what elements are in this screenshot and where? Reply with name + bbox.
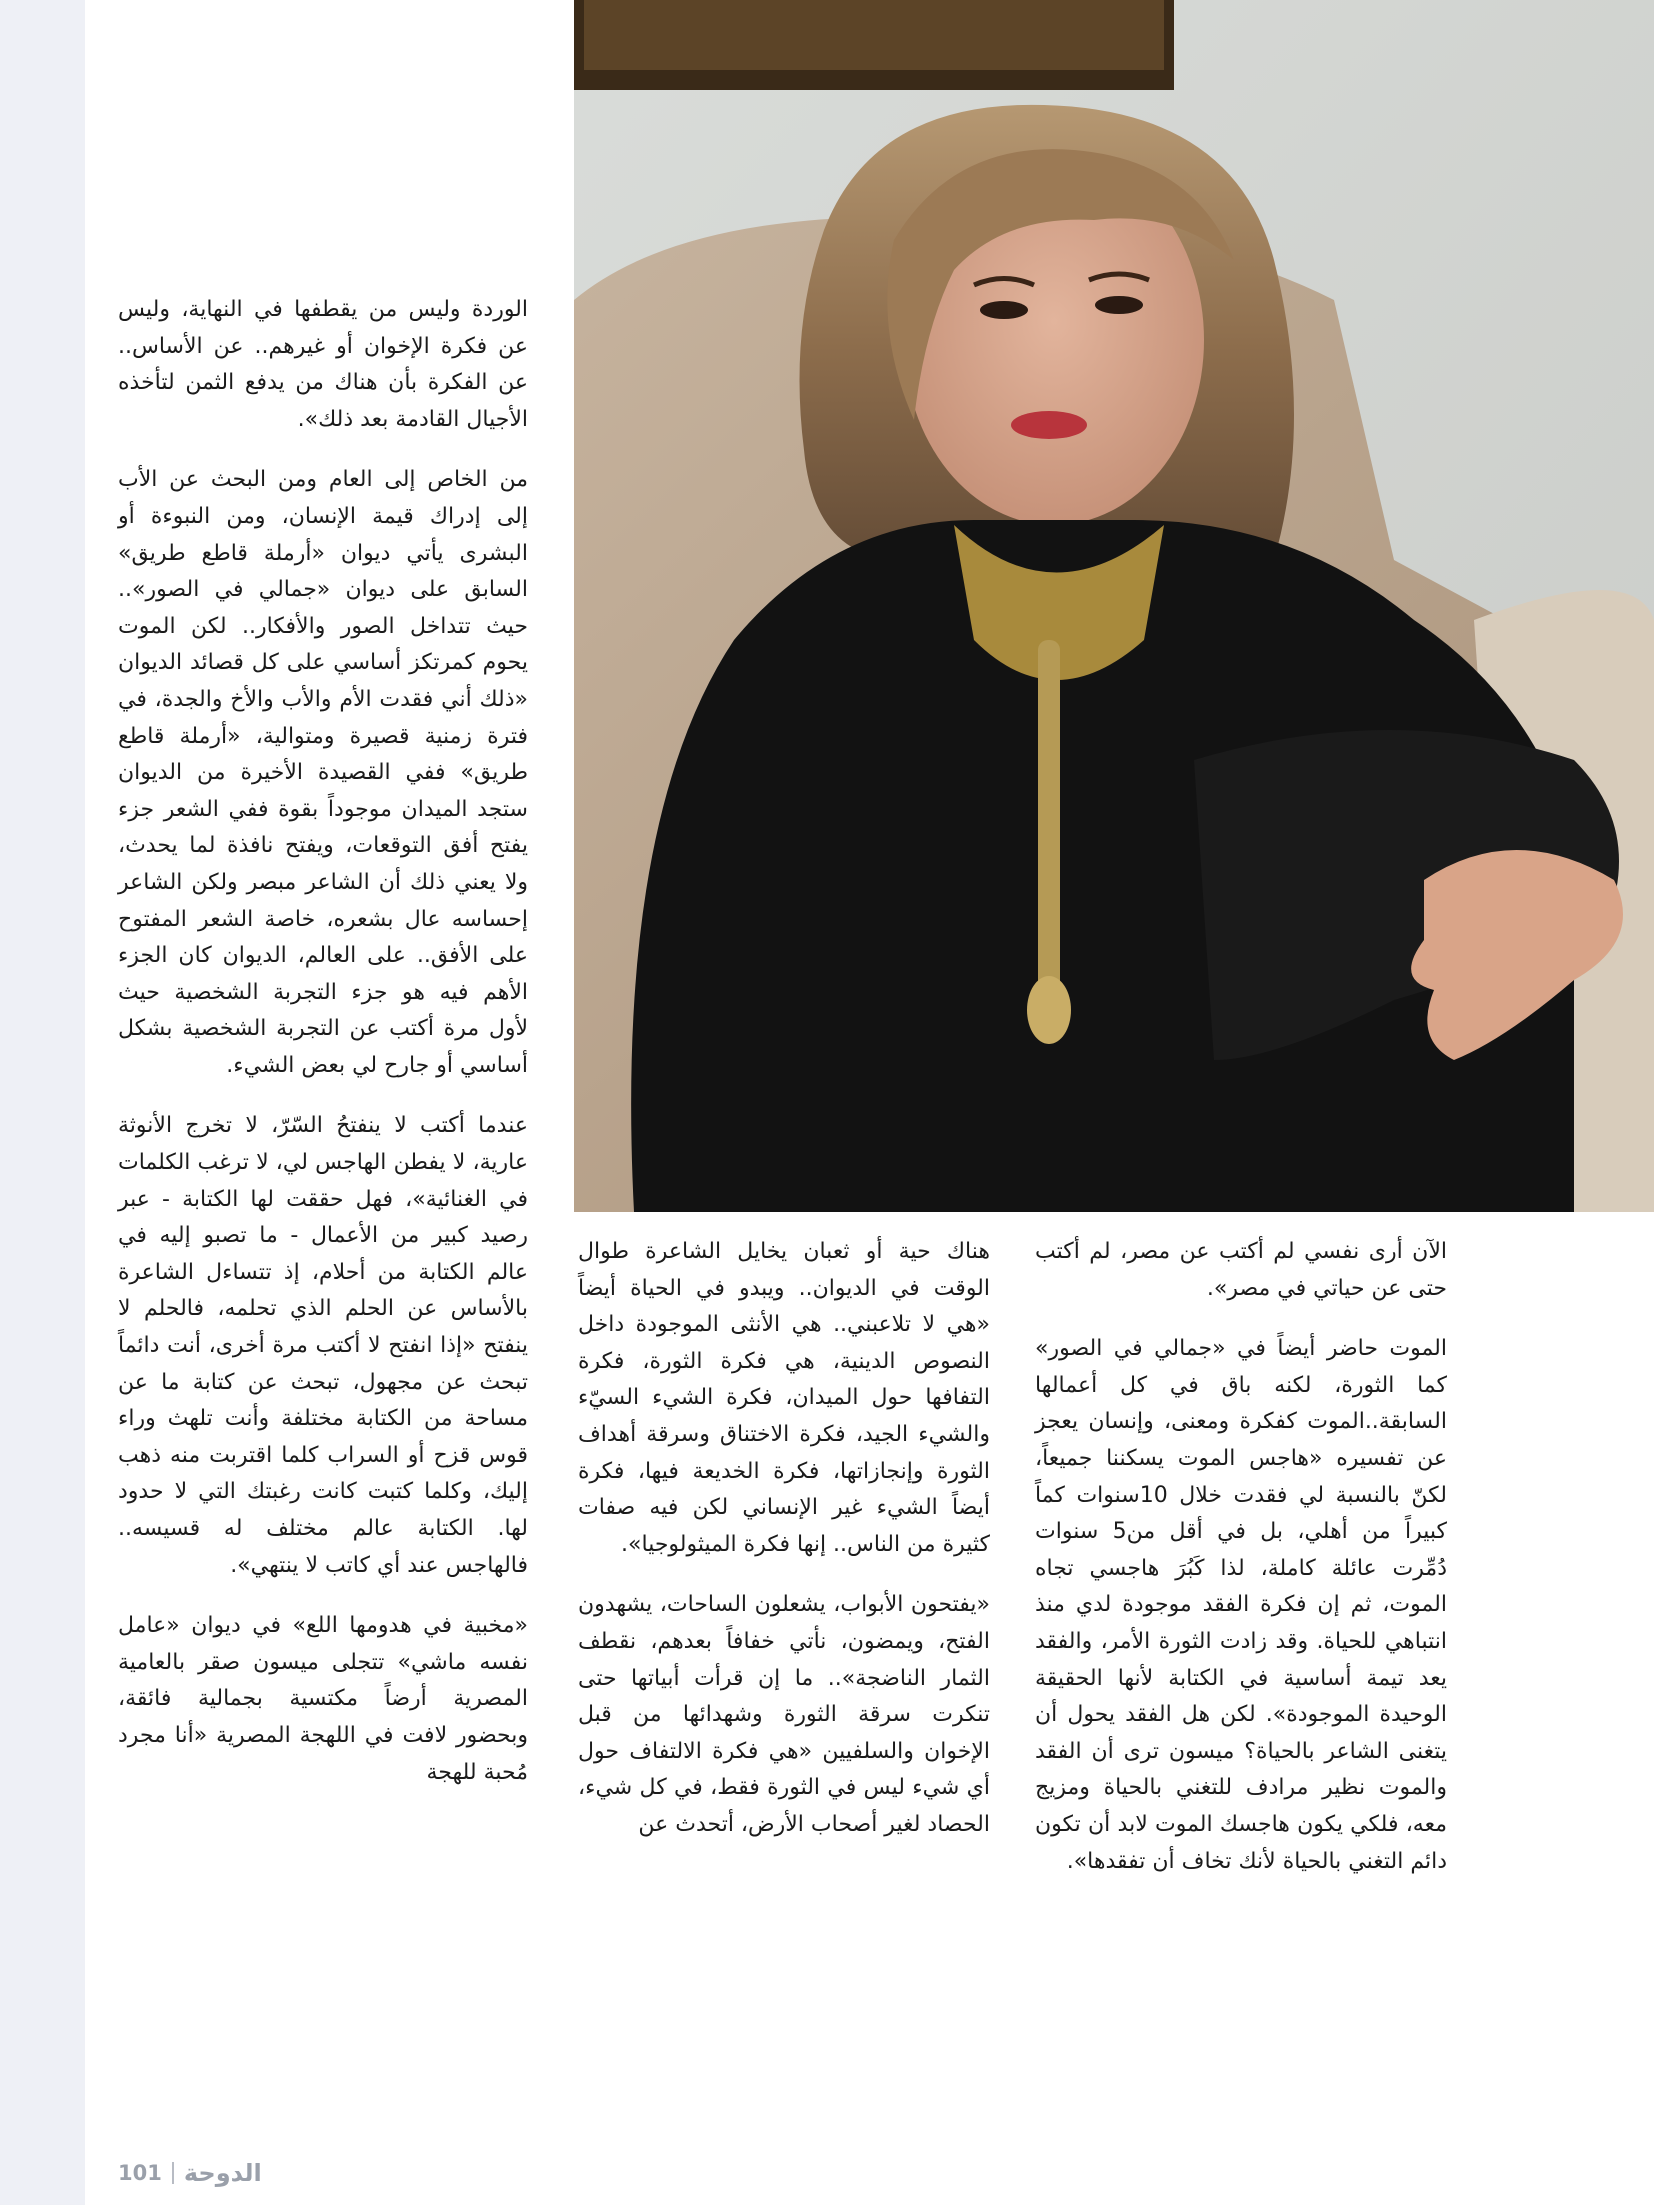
magazine-name: الدوحة xyxy=(183,2159,262,2187)
text-column-left xyxy=(118,292,528,1815)
footer-divider xyxy=(172,2162,174,2184)
page-edge-tint xyxy=(0,0,85,2205)
paragraph: عندما أكتب لا ينفتحُ السّرّ، لا تخرج الأنوثة عارية، لا يفطن الهاجس لي، لا ترغب الكلمات في الغنائية»، فهل حققت لها الكتابة - عبر رصيد كبير من الأعمال - ما تصبو إليه في عالم الكتابة من أحلام، إذ تتساءل الشاعرة بالأساس عن الحلم الذي تحلمه، فالحلم لا ينفتح «إذا انفتح لا أكتب مرة أخرى، أنت دائماً تبحث عن مجهول، تبحث عن كتابة ما عن مساحة من الكتابة مختلفة وأنت تلهث وراء قوس قزح أو السراب كلما اقتربت منه ذهب إليك، وكلما كتبت كانت رغبتك التي لا حدود لها. الكتابة عالم مختلف له قسيسه.. فالهاجس عند أي كاتب لا ينتهي». xyxy=(118,1113,528,1578)
portrait-illustration xyxy=(574,0,1654,1212)
text-column-middle xyxy=(578,1234,990,1868)
paragraph: الآن أرى نفسي لم أكتب عن مصر، لم أكتب حتى عن حياتي في مصر». xyxy=(1035,1239,1447,1301)
paragraph: «يفتحون الأبواب، يشعلون الساحات، يشهدون الفتح، ويمضون، نأتي خفافاً بعدهم، نقطف الثمار الناضجة».. ما إن قرأت أبياتها حتى تنكرت سرقة الثورة وشهدائها من قبل الإخوان والسلفيين «هي فكرة الالتفاف حول أي شيء ليس في الثورة فقط، في كل شيء، الحصاد لغير أصحاب الأرض، أتحدث عن xyxy=(578,1592,990,1837)
page-number: 101 xyxy=(118,2161,162,2185)
necklace xyxy=(1038,640,1060,1000)
paragraph: الموت حاضر أيضاً في «جمالي في الصور» كما الثورة، لكنه باق في كل أعمالها السابقة..الموت كفكرة ومعنى، وإنسان يعجز عن تفسيره «هاجس الموت يسكننا جميعاً، لكنّ بالنسبة لي فقدت خلال 10سنوات كماً كبيراً من أهلي، بل في أقل من5 سنوات دُمِّرت عائلة كاملة، لذا كَبُرَ هاجسي تجاه الموت، ثم إن فكرة الفقد موجودة لدي منذ انتباهي للحياة. وقد زادت الثورة الأمر، والفقد يعد تيمة أساسية في الكتابة لأنها الحقيقة الوحيدة الموجودة». لكن هل الفقد يحول أن يتغنى الشاعر بالحياة؟ ميسون ترى أن الفقد والموت نظير مرادف للتغني بالحياة ومزيج معه، فلكي يكون هاجسك الموت لابد أن تكون دائم التغني بالحياة لأنك تخاف أن تفقدها». xyxy=(1035,1336,1447,1874)
paragraph: هناك حية أو ثعبان يخايل الشاعرة طوال الوقت في الديوان.. ويبدو في الحياة أيضاً «هي لا تلاعبني.. هي الأنثى الموجودة داخل النصوص الدينية، هي فكرة الثورة، فكرة التفافها حول الميدان، فكرة الشيء السيّء والشيء الجيد، فكرة الاختناق وسرقة أهداف الثورة وإنجازاتها، فكرة الخديعة فيها، فكرة أيضاً الشيء غير الإنساني لكن فيه صفات كثيرة من الناس.. إنها فكرة الميثولوجيا». xyxy=(578,1239,990,1557)
text-column-right xyxy=(1035,1234,1447,1904)
paragraph: من الخاص إلى العام ومن البحث عن الأب إلى إدراك قيمة الإنسان، ومن النبوءة أو البشرى يأتي ديوان «أرملة قاطع طريق» السابق على ديوان «جمالي في الصور».. حيث تتداخل الصور والأفكار.. لكن الموت يحوم كمرتكز أساسي على كل قصائد الديوان «ذلك أني فقدت الأم والأب والأخ والجدة، في فترة زمنية قصيرة ومتوالية، «أرملة قاطع طريق» ففي القصيدة الأخيرة من الديوان ستجد الميدان موجوداً بقوة ففي الشعر جزء يفتح أفق التوقعات، ويفتح نافذة لما يحدث، ولا يعني ذلك أن الشاعر مبصر ولكن الشاعر إحساسه عال بشعره، خاصة الشعر المفتوح على الأفق.. على العالم، الديوان كان الجزء الأهم فيه هو جزء التجربة الشخصية حيث لأول مرة أكتب عن التجربة الشخصية بشكل أساسي أو جارح لي بعض الشيء. xyxy=(118,467,528,1078)
portrait-photo xyxy=(574,0,1654,1212)
page-footer xyxy=(118,2153,262,2193)
paragraph: الوردة وليس من يقطفها في النهاية، وليس عن فكرة الإخوان أو غيرهم.. عن الأساس.. عن الفكرة بأن هناك من يدفع الثمن لتأخذه الأجيال القادمة بعد ذلك». xyxy=(118,297,528,432)
paragraph: «مخبية في هدومها اللع» في ديوان «عامل نفسه ماشي» تتجلى ميسون صقر بالعامية المصرية أرضاً مكتسية بجمالية فائقة، وبحضور لافت في اللهجة المصرية «أنا مجرد مُحبة للهجة xyxy=(118,1613,528,1785)
lips xyxy=(1011,411,1087,439)
